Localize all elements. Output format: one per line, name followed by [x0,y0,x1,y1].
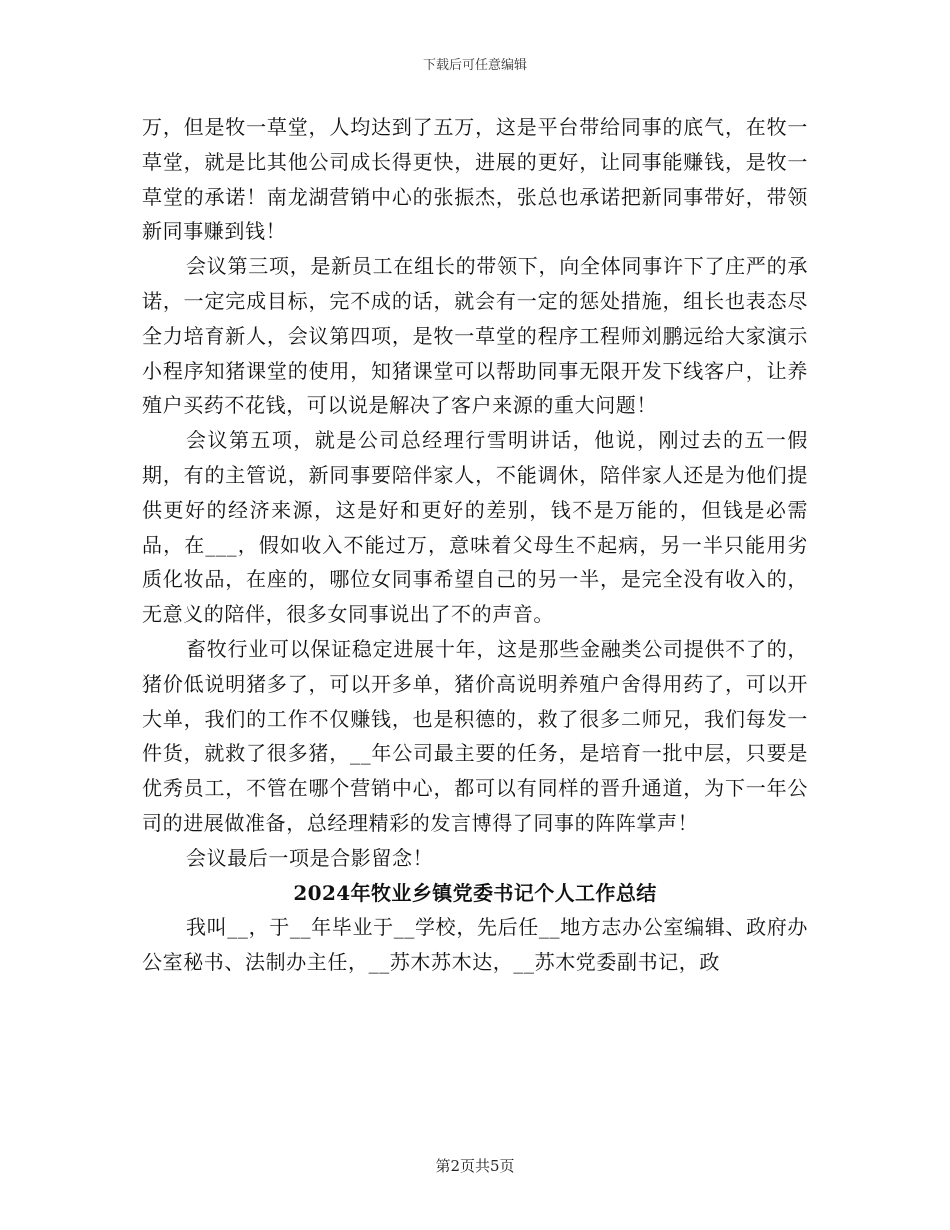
paragraph-meeting-item-3: 会议第三项，是新员工在组长的带领下，向全体同事许下了庄严的承诺，一定完成目标，完不成的话，就会有一定的惩处措施，组长也表态尽全力培育新人，会议第四项，是牧一草堂的程序工程师刘鹏远给大家演示小程序知猪课堂的使用，知猪课堂可以帮助同事无限开发下线客户，让养殖户买药不花钱，可以说是解决了客户来源的重大问题！ [142,254,808,418]
paragraph-livestock-industry: 畜牧行业可以保证稳定进展十年，这是那些金融类公司提供不了的，猪价低说明猪多了，可以开多单，猪价高说明养殖户舍得用药了，可以开大单，我们的工作不仅赚钱，也是积德的，救了很多二师兄，我们每发一件货，就救了很多猪，__年公司最主要的任务，是培育一批中层，只要是优秀员工，不管在哪个营销中心，都可以有同样的晋升通道，为下一年公司的进展做准备，总经理精彩的发言博得了同事的阵阵掌声！ [142,636,808,835]
page-number: 第2页共5页 [435,1157,515,1175]
page-header-note: 下载后可任意编辑 [422,58,527,73]
section-intro-paragraph: 我叫__，于__年毕业于__学校，先后任__地方志办公室编辑、政府办公室秘书、法制办主任，__苏木苏木达，__苏木党委副书记，政 [142,915,808,975]
paragraph-continuation: 万，但是牧一草堂，人均达到了五万，这是平台带给同事的底气，在牧一草堂，就是比其他公司成长得更快，进展的更好，让同事能赚钱，是牧一草堂的承诺！南龙湖营销中心的张振杰，张总也承诺把新同事带好，带领新同事赚到钱！ [142,115,808,244]
section-title: 2024年牧业乡镇党委书记个人工作总结 [293,880,657,905]
document-body [142,110,808,980]
paragraph-meeting-final-item: 会议最后一项是合影留念！ [186,845,434,870]
paragraph-meeting-item-5: 会议第五项，就是公司总经理行雪明讲话，他说，刚过去的五一假期，有的主管说，新同事要陪伴家人，不能调休，陪伴家人还是为他们提供更好的经济来源，这是好和更好的差别，钱不是万能的，但钱是必需品，在___，假如收入不能过万，意味着父母生不起病，另一半只能用劣质化妆品，在座的，哪位女同事希望自己的另一半，是完全没有收入的，无意义的陪伴，很多女同事说出了不的声音。 [142,428,808,627]
